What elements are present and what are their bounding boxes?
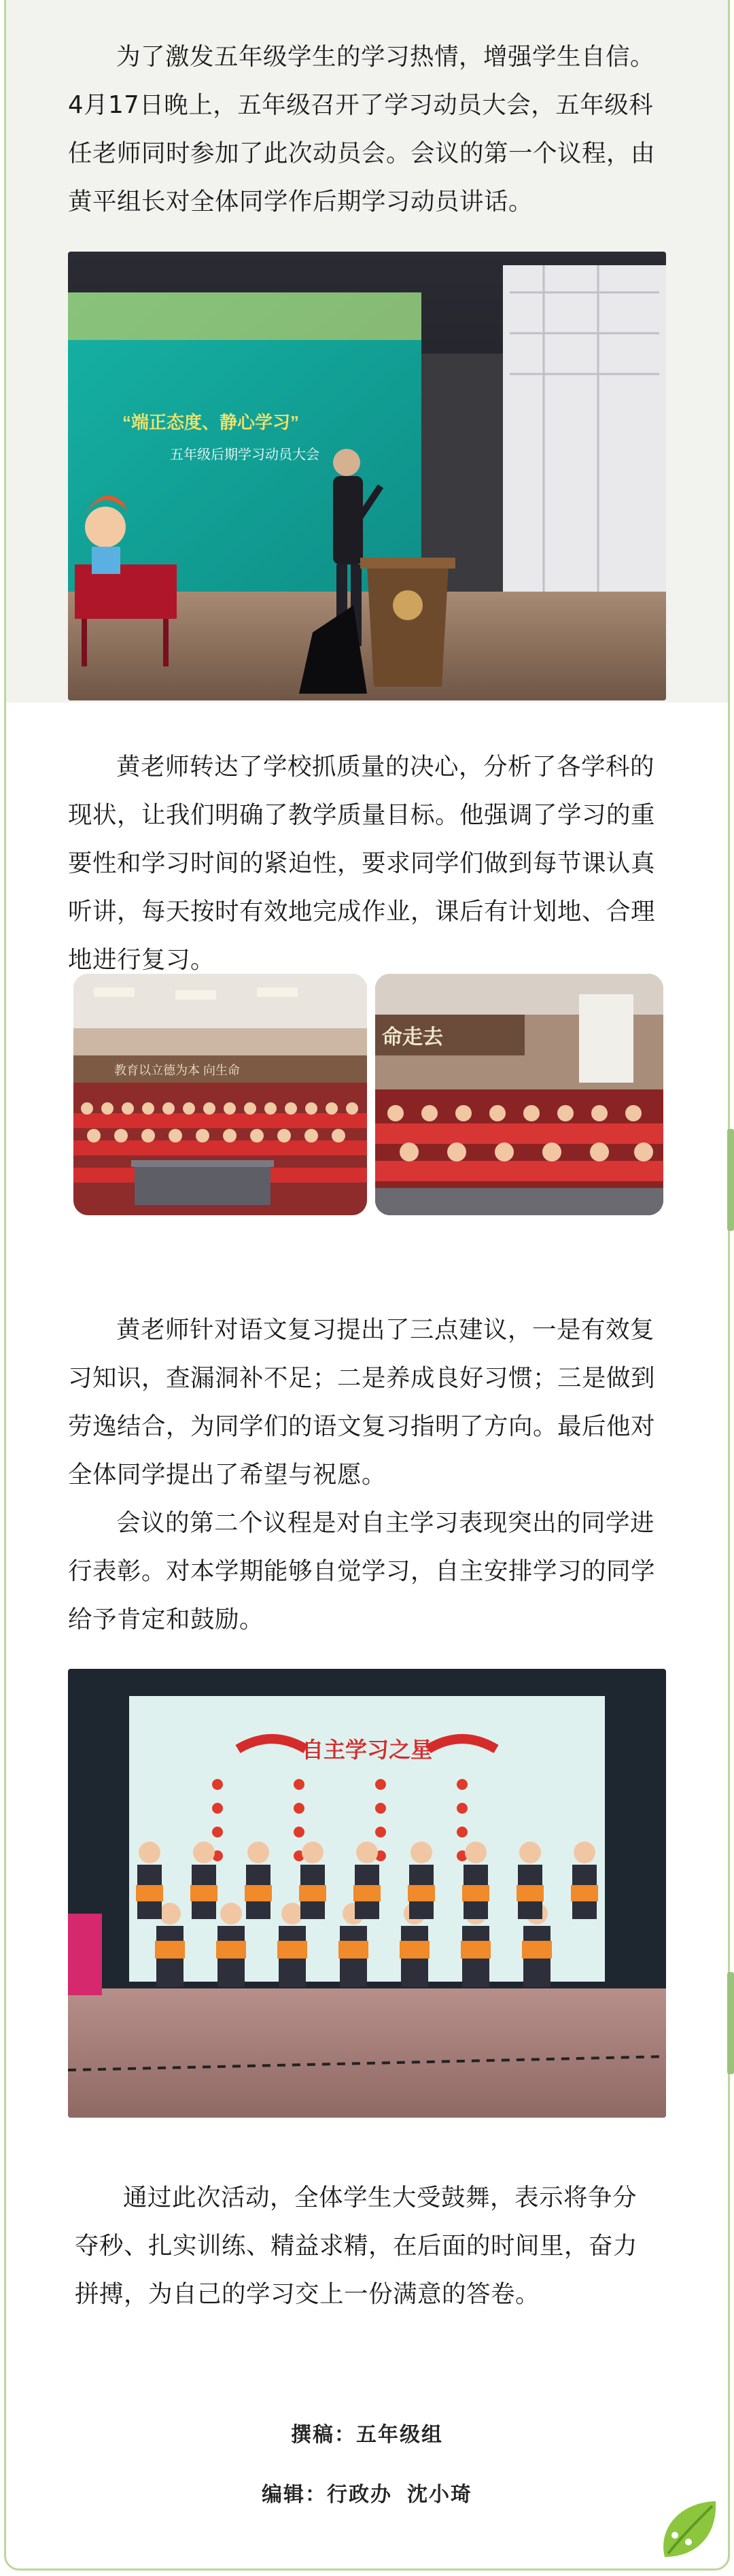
editor-name: 沈小琦	[407, 2483, 472, 2507]
speaker-stage-image	[68, 252, 666, 700]
paragraph-chinese-advice: 黄老师针对语文复习提出了三点建议，一是有效复习知识，查漏洞补不足；二是养成良好习惯；三是做到劳逸结合，为同学们的语文复习指明了方向。最后他对全体同学提出了希望与祝愿。	[68, 1316, 656, 1489]
author-credit	[0, 2418, 734, 2447]
paragraph-intro: 为了激发五年级学生的学习热情，增强学生自信。4月17日晚上，五年级召开了学习动员大会，五年级科任老师同时参加了此次动员会。会议的第一个议程，由黄平组长对全体同学作后期学习动员讲话。	[68, 43, 656, 216]
screen-title: “端正态度、静心学习”	[122, 412, 300, 433]
students-left-image	[73, 974, 367, 1215]
students-right-image	[375, 974, 663, 1215]
hall-banner: 教育以立德为本 向生命	[114, 1064, 240, 1077]
paragraph-quality-goals: 黄老师转达了学校抓质量的决心，分析了各学科的现状，让我们明确了教学质量目标。他强调了学习的重要性和学习时间的紧迫性，要求同学们做到每节课认真听讲，每天按时有效地完成作业，课后有计划地、合理地进行复习。	[68, 753, 656, 974]
author-text: 撰稿：五年级组	[291, 2423, 443, 2447]
award-group-image	[68, 1669, 666, 2118]
edge-mark	[727, 1129, 734, 1231]
edge-mark	[727, 1972, 734, 2074]
paragraph-conclusion: 通过此次活动，全体学生大受鼓舞，表示将争分夺秒、扎实训练、精益求精，在后面的时间里，奋力拼搏，为自己的学习交上一份满意的答卷。	[75, 2184, 638, 2308]
photo-students-right	[375, 974, 663, 1215]
photo-students-left	[73, 974, 367, 1215]
photo-award-group	[68, 1669, 666, 2118]
hall-banner-right: 命走去	[382, 1026, 443, 1049]
editor-label: 编辑：行政办	[262, 2483, 392, 2507]
paragraph-awards: 会议的第二个议程是对自主学习表现突出的同学进行表彰。对本学期能够自觉学习，自主安排学习的同学给予肯定和鼓励。	[68, 1509, 656, 1633]
screen-subtitle: 五年级后期学习动员大会	[170, 447, 319, 462]
editor-credit	[0, 2477, 734, 2507]
award-screen-title: 自主学习之星	[301, 1738, 433, 1762]
leaf-decoration-icon	[651, 2489, 726, 2564]
photo-speaker-stage	[68, 252, 666, 700]
